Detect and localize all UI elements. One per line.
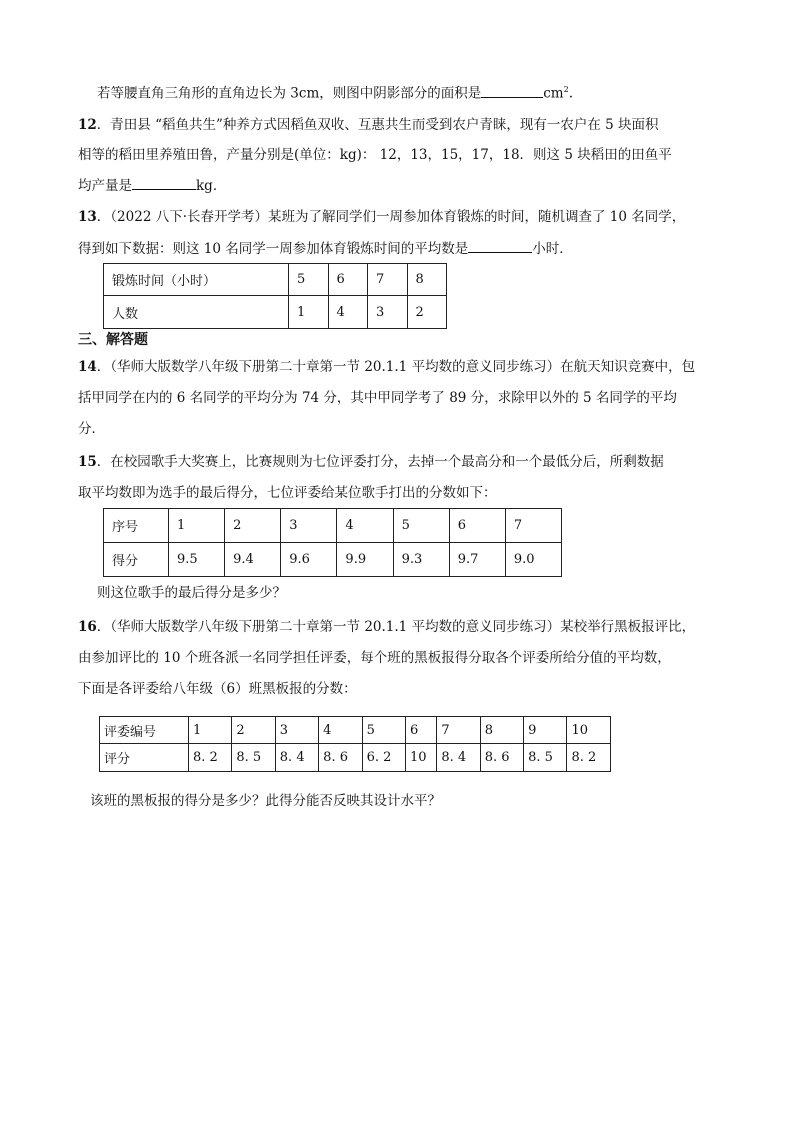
table-cell: 6 — [449, 509, 505, 543]
table-cell: 1 — [189, 717, 232, 744]
q16-question: 该班的黑板报的得分是多少？此得分能否反映其设计水平？ — [90, 793, 441, 809]
table-cell: 10 — [405, 744, 436, 772]
q15-line1 — [78, 452, 664, 472]
q11-end: . — [568, 85, 574, 102]
q12-line3-pre: 均产量是 — [78, 178, 132, 194]
table-row — [104, 296, 447, 329]
table-cell: 2 — [407, 296, 447, 329]
table-cell: 人数 — [104, 296, 289, 329]
table-cell: 7 — [505, 509, 561, 543]
q13-number: 13 — [78, 209, 97, 225]
q15-question: 则这位歌手的最后得分是多少？ — [97, 585, 286, 601]
q13-line2-pre: 得到如下数据：则这 10 名同学一周参加体育锻炼时间的平均数是 — [78, 241, 469, 257]
table-cell: 3 — [281, 509, 337, 543]
q12-line1 — [78, 115, 659, 135]
q16-line1 — [78, 617, 695, 637]
table-cell: 8. 6 — [480, 744, 523, 772]
table-cell: 7 — [437, 717, 480, 744]
section-heading: 三、解答题 — [78, 332, 148, 348]
table-cell: 8. 5 — [524, 744, 567, 772]
table-cell: 得分 — [104, 543, 169, 577]
table-row — [100, 717, 611, 744]
q16-number: 16 — [78, 619, 97, 635]
table-row — [100, 744, 611, 772]
table-cell: 8. 2 — [189, 744, 232, 772]
table-cell: 8 — [480, 717, 523, 744]
q13-line2 — [78, 238, 573, 259]
q11-text — [97, 80, 573, 104]
table-cell: 8 — [407, 264, 447, 296]
answer-blank[interactable] — [468, 238, 532, 253]
table-cell: 5 — [362, 717, 405, 744]
table-row — [104, 264, 447, 296]
q16-line3: 下面是各评委给八年级（6）班黑板报的分数： — [78, 681, 357, 697]
table-cell: 5 — [289, 264, 329, 296]
answer-blank[interactable] — [132, 175, 196, 190]
q12-line3 — [78, 175, 226, 196]
q12-number: 12 — [78, 117, 97, 133]
table-cell: 6 — [405, 717, 436, 744]
table-cell: 6 — [328, 264, 368, 296]
q13-line1 — [78, 207, 685, 227]
table-cell: 评分 — [100, 744, 189, 772]
q14-line2: 括甲同学在内的 6 名同学的平均分为 74 分，其中甲同学考了 89 分，求除甲以外的 5 名同学的平均 — [78, 390, 677, 406]
q14-line3: 分． — [78, 421, 105, 437]
table-cell: 评委编号 — [100, 717, 189, 744]
table-cell: 9.3 — [393, 543, 449, 577]
table-cell: 8. 6 — [319, 744, 362, 772]
table-cell: 锻炼时间（小时） — [104, 264, 289, 296]
q14-line1 — [78, 357, 695, 377]
table-cell: 8. 2 — [567, 744, 611, 772]
exercise-time-table — [103, 263, 447, 329]
q14-number: 14 — [78, 359, 97, 375]
table-cell: 6. 2 — [362, 744, 405, 772]
table-cell: 10 — [567, 717, 611, 744]
q11-unit: cm — [543, 85, 564, 102]
q12-line3-post: kg． — [196, 178, 227, 194]
singer-score-table — [103, 508, 562, 577]
table-cell: 9.9 — [337, 543, 393, 577]
q11-body: 若等腰直角三角形的直角边长为 3cm，则图中阴影部分的面积是 — [97, 85, 482, 102]
q16-line2: 由参加评比的 10 个班各派一名同学担任评委，每个班的黑板报得分取各个评委所给分值的平均数， — [78, 650, 671, 666]
answer-blank[interactable] — [481, 83, 543, 98]
q14-text: ．（华师大版数学八年级下册第二十章第一节 20.1.1 平均数的意义同步练习）在航天知识竞赛中，包 — [96, 359, 696, 375]
q11-unit-sup: 2 — [563, 85, 569, 94]
table-cell: 4 — [328, 296, 368, 329]
q13-line2-post: 小时． — [532, 241, 573, 257]
table-cell: 1 — [169, 509, 225, 543]
q13-text: ．（2022 八下·长春开学考）某班为了解同学们一周参加体育锻炼的时间，随机调查了 10 名同学， — [96, 209, 686, 225]
table-cell: 1 — [289, 296, 329, 329]
table-cell: 9.4 — [225, 543, 281, 577]
table-cell: 5 — [393, 509, 449, 543]
table-cell: 3 — [368, 296, 408, 329]
table-cell: 2 — [225, 509, 281, 543]
table-cell: 9.5 — [169, 543, 225, 577]
table-row — [104, 509, 562, 543]
blackboard-score-table — [99, 716, 611, 772]
q15-number: 15 — [78, 454, 97, 470]
q12-line2: 相等的稻田里养殖田鲁，产量分别是(单位：kg)： 12，13，15，17，18．则这 5 块稻田的田鱼平 — [78, 147, 672, 163]
table-cell: 7 — [368, 264, 408, 296]
table-cell: 8. 5 — [232, 744, 275, 772]
table-cell: 9.0 — [505, 543, 561, 577]
table-cell: 4 — [319, 717, 362, 744]
q15-text: ．在校园歌手大奖赛上，比赛规则为七位评委打分，去掉一个最高分和一个最低分后，所剩数据 — [96, 454, 664, 470]
table-cell: 8. 4 — [275, 744, 318, 772]
table-cell: 8. 4 — [437, 744, 480, 772]
table-cell: 序号 — [104, 509, 169, 543]
table-cell: 9.6 — [281, 543, 337, 577]
table-cell: 3 — [275, 717, 318, 744]
table-cell: 9 — [524, 717, 567, 744]
q12-text: ．青田县 “稻鱼共生”种养方式因稻鱼双收、互惠共生而受到农户青睐，现有一农户在 5 块面积 — [96, 117, 659, 133]
table-cell: 9.7 — [449, 543, 505, 577]
table-cell: 4 — [337, 509, 393, 543]
table-cell: 2 — [232, 717, 275, 744]
q15-line2: 取平均数即为选手的最后得分，七位评委给某位歌手打出的分数如下： — [78, 485, 497, 501]
q16-text: ．（华师大版数学八年级下册第二十章第一节 20.1.1 平均数的意义同步练习）某校举行黑板报评比， — [96, 619, 696, 635]
table-row — [104, 543, 562, 577]
